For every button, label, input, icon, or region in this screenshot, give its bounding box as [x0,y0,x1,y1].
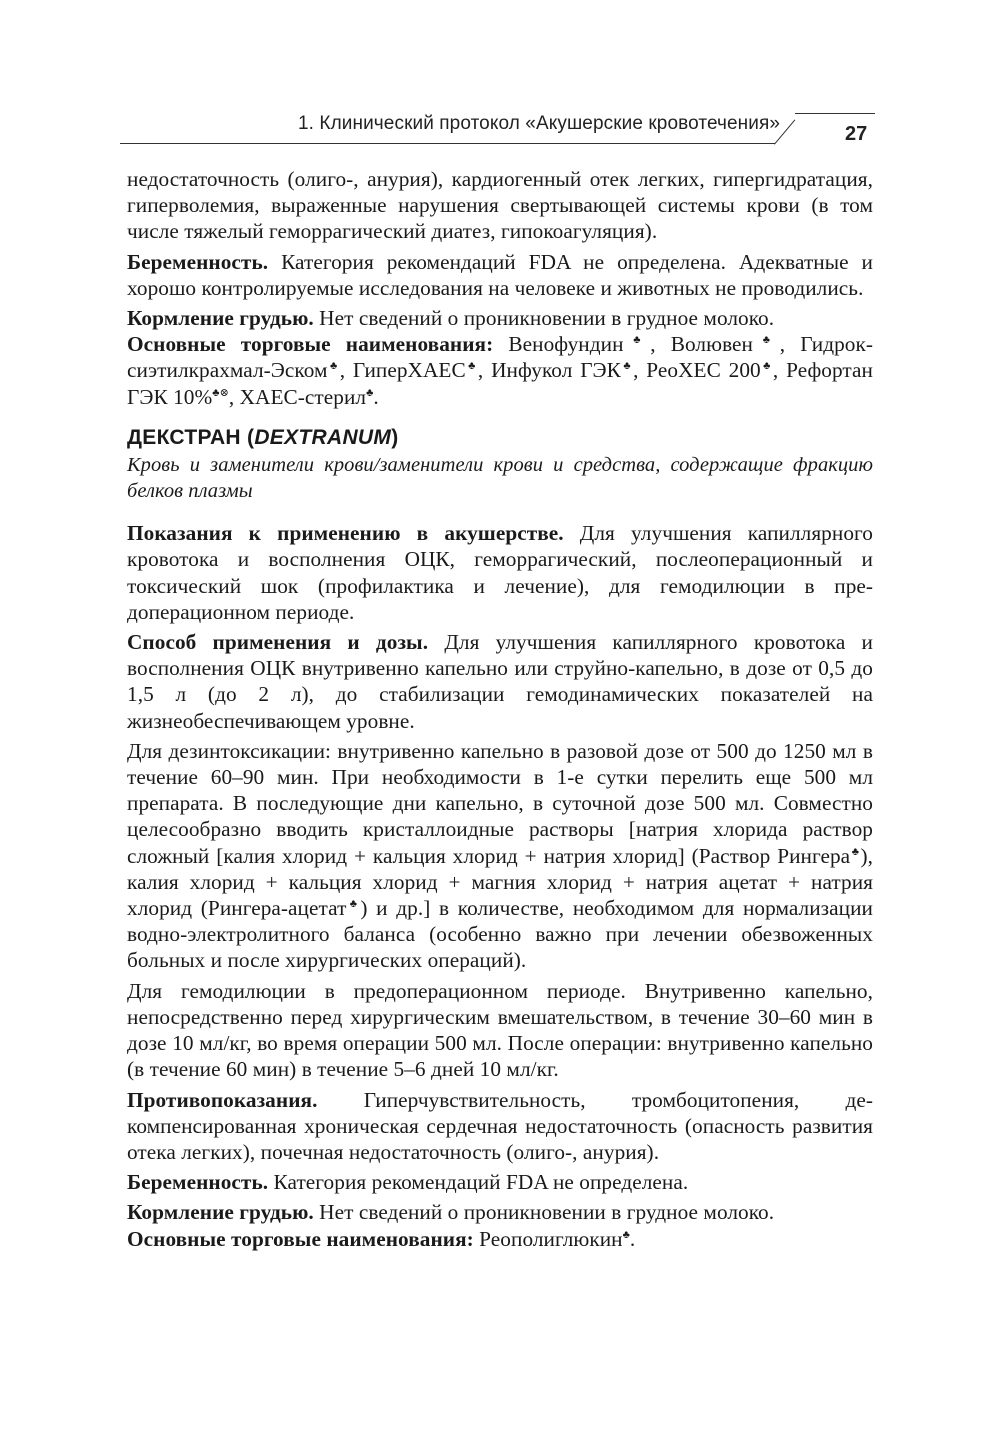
trade-name: , ХАЕС-стерил [228,384,367,409]
dosage-label: Способ применения и дозы. [127,630,429,655]
trade-names-label: Основные торговые наименования: [127,1226,474,1251]
drug-heading-main: ДЕКСТРАН ( [127,425,255,449]
breastfeeding-text: Нет сведений о проникновении в грудное молоко. [313,1200,775,1225]
indications-paragraph [127,520,873,625]
club-mark-icon: ♣ [366,386,374,399]
detox-text: ) и др.] в количестве, необходимом для нормализации водно-электролитного баланса (особенно важно при лечении обезвоженных больных и после хирургических операций). [127,896,873,973]
club-mark-icon: ♣ [760,360,773,373]
detox-text: ), калия хлорид + кальция хлорид + магния хлорид + натрия ацетат + натрия хлорид (Рингера-ацетат [127,843,873,921]
indications-text: Для улучшения капиллярного кровотока и восполнения ОЦК, геморрагический, послеоперационный и токсический шок (профилактика и лечение), для гемодилюции в предоперационном периоде. [127,521,873,624]
pregnancy-paragraph [127,249,873,301]
trade-name: , Инфукол ГЭК [477,358,621,383]
indications-label: Показания к применению в акушерстве. [127,521,564,546]
trade-name: , РеоХЕС 200 [633,358,761,383]
club-mark-icon: ♣ [465,360,478,373]
continuation-text: недостаточность (олиго-, анурия), кардиогенный отек легких, гипергидратация, гиперволемия, выраженные нарушения свертывающей системы крови (в том числе тяжелый геморрагический диатез, гипокоагуляция). [127,167,873,244]
drug-heading [127,424,873,452]
hemodilution-paragraph: Для гемодилюции в предоперационном периоде. Внутривенно капельно, непосредственно перед хирургическим вмешательством, в течение 30–60 мин в дозе 10 мл/кг, во время операции 500 мл. После операции: внутривенно капельно (в течение 60 мин) в течение 5–6 дней 10 мл/кг. [127,978,873,1082]
continuation-paragraph [127,166,873,245]
detox-text: Для дезинтоксикации: внутривенно капельно в разовой дозе от 500 до 1250 мл в течение 60–90 мин. При необходимости в 1-е сутки перелить еще 500 мл препарата. В последующие дни капельно, в суточной дозе 500 мл. Совместно целесообразно вводить кристаллоидные растворы [натрия хлорида раствор сложный [калия хлорид + кальция хлорид + натрия хлорид] (Раствор Рингера [127,738,873,868]
trade-name: , Рефортан ГЭК 10% [127,358,873,409]
trade-names-label: Основные торговые наименования: [127,332,494,357]
club-mark-icon: ♣ [753,334,780,347]
drug-heading-latin: DEXTRANUM [254,425,392,449]
club-excluded-mark-icon: ♣⊗ [212,386,229,399]
club-mark-icon: ♣ [346,897,361,910]
trade-names-end: . [629,1226,636,1251]
breastfeeding-label: Кормление грудью. [127,306,314,331]
dosage-text: Для улучшения капиллярного кровотока и восполнения ОЦК внутривенно капельно или струйно-капельно, в дозе от 0,5 до 1,5 л (до 2 л), до стабилизации гемодинамических показателей на жизнеобеспечивающем уровне. [127,630,873,733]
club-mark-icon: ♣ [622,1228,630,1241]
club-mark-icon: ♣ [623,334,651,347]
pregnancy-text: Категория рекомендаций FDA не определена. Адекватные и хорошо контролируемые исследования на человеке и животных не проводились. [127,249,873,300]
club-mark-icon: ♣ [327,360,340,373]
contraindications-label: Противопоказания. [127,1087,318,1112]
trade-name: , Волювен [650,332,753,357]
trade-name: Реополиглюкин [473,1226,623,1251]
drug-class: Кровь и заменители крови/заменители крови и средства, содержащие фракцию белков плазмы [127,453,873,503]
trade-names-end: . [373,384,379,409]
club-mark-icon: ♣ [620,360,634,373]
contraindications-paragraph [127,1087,873,1166]
page-body [127,166,873,1252]
trade-name: , ГиперХАЕС [339,358,466,383]
pregnancy-label: Беременность. [127,1170,269,1195]
trade-name: Венофундин [493,332,624,357]
dextran-pregnancy-paragraph [127,1169,873,1195]
header-rule-top [795,113,875,114]
contraindications-text: Гиперчувствительность, тромбоцитопения, декомпенсированная хроническая сердечная недостаточность (опасность развития отека легких), почечная недостаточность (олиго-, анурия). [127,1087,873,1164]
club-mark-icon: ♣ [850,845,861,858]
trade-names-paragraph [127,331,873,410]
trade-name: , Гидроксиэтилкрахмал-Эском [127,332,873,383]
dosage-paragraph [127,629,873,734]
detox-paragraph [127,738,873,974]
header-rule [120,143,775,144]
dextran-trade-names-paragraph [127,1226,873,1252]
pregnancy-label: Беременность. [127,249,269,274]
running-head-title: 1. Клинический протокол «Акушерские кровотечения» [298,113,781,134]
breastfeeding-label: Кормление грудью. [127,1200,314,1225]
pregnancy-text: Категория рекомендаций FDA не определена. [268,1170,689,1195]
dextran-breastfeeding-paragraph [127,1199,873,1225]
breastfeeding-text: Нет сведений о проникновении в грудное молоко. [313,306,775,331]
page-number: 27 [845,123,868,145]
breastfeeding-paragraph [127,305,873,331]
drug-heading-close: ) [391,425,399,449]
